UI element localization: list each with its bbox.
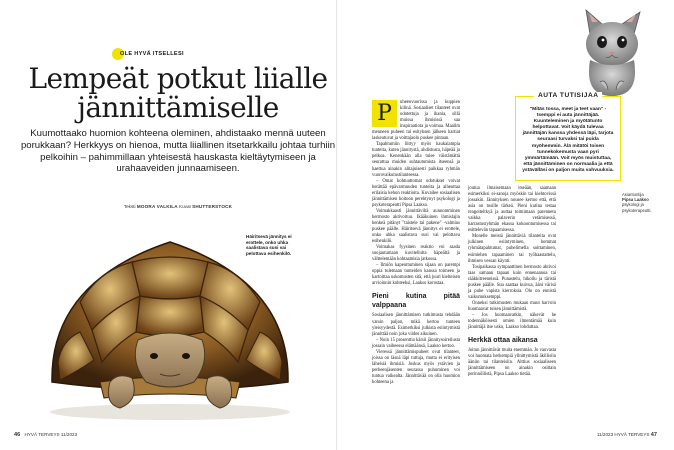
col1-paragraph: uheenvuorissa ja kuppien kilinä. Sosiaaliset tilanteet ovat odotettuja ja ihania, sillä muissa ihmisissä saa inspiraatiota ja voimaa. Maailm menneen puheen tai esityksen jälkeen hartiat laskeutuvat ja voittajaolo puskee pintaan. [372,100,460,142]
page-number-left: 46 [14,432,21,438]
col2-paragraph: Onneksi tutkimusten mukaan muut harvoin huomaavat toisen jännittämistä. [468,300,556,312]
body-column-2 [468,186,556,378]
col1-paragraph: Voimakas fyysinen reaktio voi saada suojautumaan kuvitellulta häpeältä ja välttelemään kohtaamisia jatkossa. [372,245,460,263]
credits [20,204,336,209]
col1-paragraph: – Ilmiön kapeuttuminen sijaan on parempi oppia tulemaan tunteiden kanssa toimeen ja kartoittaa uskomusten sitä, että juuri kielteisen arvioinnin kohteeksi, Laakso korostaa. [372,263,460,287]
footer-left [14,432,77,438]
sidebar-body: "Mitäs tossa, meet ja teet vaan" -tsemppi ei auta jännittäjää. Kuunteleminen ja myötätunto helpottavat. Voit käydä tulevaa jännittäjän kanssa yhdessä läpi, tarjota seuraasi turvaksi tai puida myöhemmin. Älä mitätöi toisen tunnekokemusta vaan pyri ymmärtämään. Voit myös muistuttaa, että jännittäminen on normaalia ja että ystävälläsi on paljon muita vahvuuksia. [522,107,614,173]
col2-paragraph: Monelle meistä jännittäviä tilanteita ovat julkinen esiintyminen, hommat ryhmätapahtumat, puhelimella soittaminen, esimiehen tapaaminen tai työhaastattelu, ihmisen vessan käynti. [468,234,556,264]
credits-text-label: Teksti [123,204,136,209]
col1-paragraph: – Noin 15 prosenttia kärsii jännitysoireilusta jossain vaiheessa elämäänsä, Laakso kertoo. [372,337,460,349]
image-caption-left: Häiritsevä jännitys ei erottele, onko uhka saalistava susi vai pelottava esihenkilö. [246,234,292,256]
expert-name: Pipsa Laakso [622,197,649,203]
lead-paragraph: Kuumottaako huomion kohteena oleminen, ahdistaako mennä uuteen porukkaan? Herkkyys on hienoa, mutta liiallinen itsetarkkailu johtaa turhiin pelkoihin – pahimmillaan yhteisestä hauskasta kieltäytymiseen ja urahaaveiden junnaamiseen. [20,128,336,175]
footer-magazine-left: HYVÄ TERVEYS 11/2023 [24,432,78,437]
col2-paragraph: Tosipaikassa sympaattinen hermosto aktivoi taas samaan tapaan kuin ennenaanoa tai rääkkitreeneissä. Punastelu, hikoilu ja täristä puskee päälle. Suu saattaa kuivua, ääni värisä ja puhe vapista kierroksia. Olo on ennistä vaikumuksemppi. [468,264,556,300]
kicker [112,48,184,60]
expert-caption [622,192,664,213]
footer-right [597,432,660,438]
headline: Lempeät potkut liialle jännittämiselle [28,62,328,124]
col2-paragraph: joutua ilmaisemaan itseään, saamaan esimerkiksi ei-sanoja myöskin tai kiehtovissä jossakin. Jännityksen nousee kertoo että, että asia on tosille tärkeä. Pieni kutina testaa reagoiteltkyä ja auttaa toimimaan parennetu vaikka palaverin vetämisessä, harrastusryhmän ekassa kokoontumisessa tai esittelevän tapaamisessa. [468,186,556,234]
credits-text-author: MOORA VALKILA [136,204,178,209]
page-number-right: 47 [650,432,657,438]
subhead-herkka: Herkkä ottaa aikansa [468,337,538,345]
subhead-pieni-kutina: Pieni kutina pitää valppaana [372,293,460,310]
credits-photo-source: SHUTTERSTOCK [192,204,233,209]
credits-photo-label: Kuvat [179,204,191,209]
kicker-text: OLE HYVÄ ITSELLESI [120,51,184,57]
col1-paragraph: Voimakkaasti jännittäviltä aunnomminen hermosto aktivoituu. Ikääkuinen ihmislajin henkeä pitänyt "taistele tai pakene" -valmius puskee päälle. Häiritsevä jännitys ei erottele, onko uhka saalistava susi vai pelottava esihenkilö. [372,208,460,245]
sidebar-title: AUTA TUTISIJAA [534,92,602,99]
kitten-image [576,4,648,96]
col2-paragraph: Joitun jännittävät muita enemmän. Jo vauvasta voi huomata herkempiä yllnittymistä äkillisiin ääniin tai tilanteisiin. Alttius sosiaaliseen jännittämiseen on ainakin osittain perinnöllistä, Pipsa Laakso tietää. [468,348,556,378]
col1-paragraph: Vieressä jännittämispuheet ovat tilanteet, joissa on läsnä läpi tuttuja, mutta ei erityisen läheisiä ihmisiä. Joskus myös ystävien ja perheenjäsenten seurassa puhuminen voi tuntua vaikealta. Jännittävää on olla huomion kohteena ja [372,349,460,385]
col1-paragraph: – Omat kohtuuttomat odotukset voivat herättää epävarmuuden tunteita ja aiheuttaa erilaisia kehon reaktioita. Kuvailee sosiaalisen jännittämisen hoitoon perehtynyt psykologi ja psykoterapeutti Pipsa Laakso. [372,178,460,208]
drop-cap: P [372,100,397,127]
col2-paragraph: – Jos huomaavatkin, näkevät he todennäköisesti omien ilmentämää kuin jännittäjä itse usko, Laakso lohduttaa. [468,312,556,331]
expert-label: Asiantuntija [622,192,644,197]
col1-paragraph: Sosiaalisen jännittämisen tutkimusta tehdään varsin paljon, mikä kertoo tunteen yleisyydestä. Esimerkiksi julkista esiintymistä jännittää noin joka viides aikuinen. [372,313,460,337]
page-gutter [336,0,337,450]
col1-paragraph: Tapahtumiin liittyy myös haukalampia tunteita, kuten jännitystä, ahdistusta, häpeää ja pelkoa. Kenenkään alla tulee väistämättä seurattua muiden suhtautumista itseensä ja haettua ainakin alitajuisesti paikkaa ryhmän vuorovaikutustilanteessa. [372,142,460,178]
body-column-1 [372,100,460,386]
footer-magazine-right: 11/2023 HYVÄ TERVEYS [596,432,650,437]
sidebar-box [515,92,621,181]
expert-role: psykologi ja psykoterapeutti. [622,202,652,213]
